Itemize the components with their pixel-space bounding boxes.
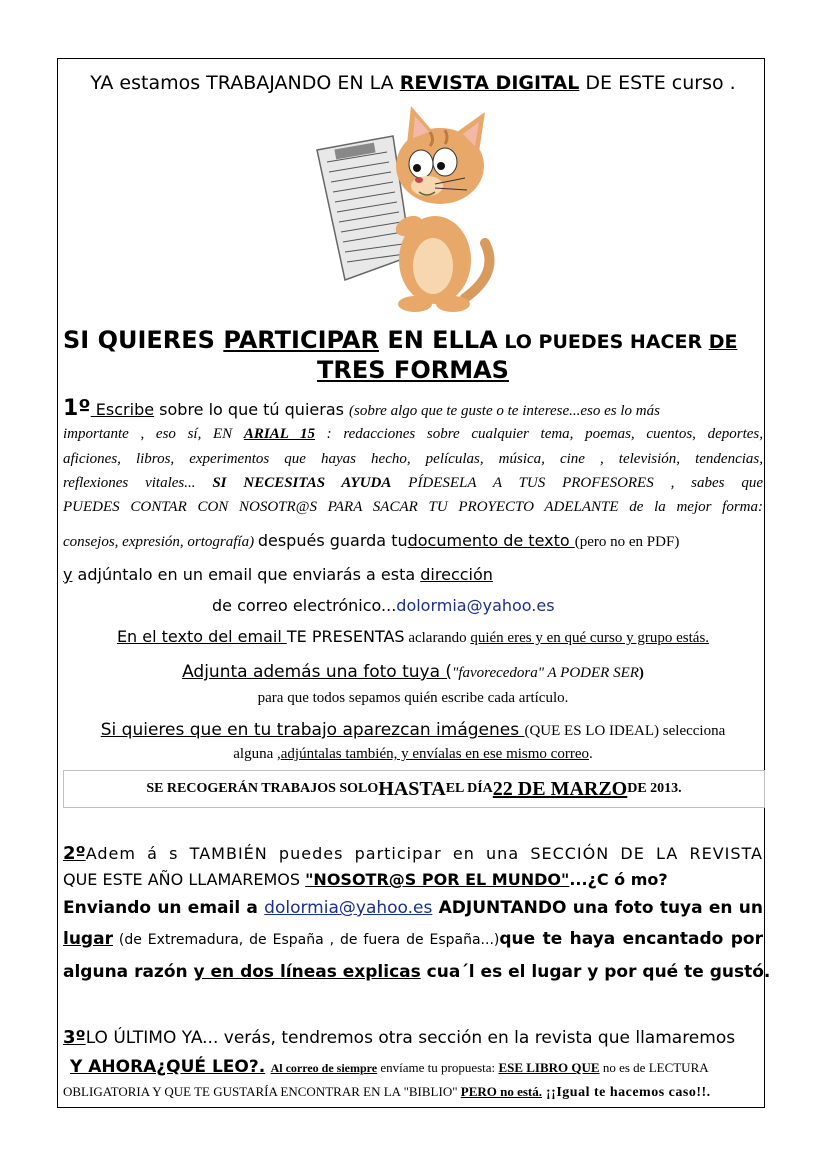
section1-text: aficiones, libros, experimentos que hayas hecho, películas, música, cine , televisión, tendencias, [63,451,763,467]
section2-line-4 [63,929,763,949]
section3-text: envíame tu propuesta: [377,1060,499,1075]
section1-line-9 [0,627,826,647]
section1-text: "favorecedora" A PODER SER [452,665,639,681]
section1-line-11 [0,690,826,707]
section3-text: no es de LECTURA [599,1060,709,1075]
section1-text: alguna , [233,746,281,762]
section1-text: consejos, expresión, ortografía) [63,534,258,550]
section2-number: 2º [63,843,86,864]
section2-lugar: lugar [63,929,113,949]
email-link-2[interactable]: dolormia@yahoo.es [264,898,433,918]
section1-line-12 [0,720,826,740]
header-text-end: DE ESTE curso . [579,72,736,94]
section2-text: alguna razón [63,962,194,982]
section1-text: sobre lo que tú quieras [154,400,350,419]
section2-line-5 [63,962,770,982]
section1-line-7 [63,565,493,584]
header-text: YA estamos TRABAJANDO EN LA [90,72,400,94]
section1-text: : redacciones sobre cualquier tema, poemas, cuentos, deportes, [315,426,764,442]
section1-text: PÍDESELA A TUS PROFESORES , sabes que [391,475,763,491]
section1-direccion: dirección [420,565,493,584]
section2-text: QUE ESTE AÑO LLAMAREMOS [63,870,306,889]
section1-text: (sobre algo que te guste o te interese...eso es lo más [349,403,660,419]
deadline-text: SE RECOGERÁN TRABAJOS SOLO [146,781,379,796]
section2-dos-lineas: y en dos líneas explicas [193,962,421,982]
section3-igual: ¡¡Igual te hacemos caso!!. [542,1085,711,1100]
section3-text: LO ÚLTIMO YA... verás, tendremos otra sección en la revista que llamaremos [85,1028,736,1048]
section3-line-3 [63,1084,711,1101]
deadline-date: 22 DE MARZO [492,777,628,800]
section1-text: (pero no en PDF) [574,534,680,550]
title-line-2 [0,356,826,384]
section3-line-2 [70,1057,709,1077]
section3-correo: Al correo de siempre [270,1061,378,1075]
section1-text: . [588,746,593,762]
title-participar: PARTICIPAR [223,326,379,354]
section1-line-8 [212,596,555,615]
title-en-ella: EN ELLA [378,326,498,354]
section1-number: 1º [63,396,91,421]
section3-y-ahora-que-leo: Y AHORA¿QUÉ LEO?. [70,1057,266,1077]
header-revista-digital: REVISTA DIGITAL [399,72,580,94]
section1-adjuntalas: adjúntalas también, y envíalas en ese mismo correo [280,746,589,762]
section1-te-presentas: TE PRESENTAS [286,627,405,646]
email-link[interactable]: dolormia@yahoo.es [396,596,555,615]
section2-text: (de Extremadura, de España , de fuera de España...) [112,932,500,948]
title-text: SI QUIERES [63,326,224,354]
section1-text: reflexiones vitales... [63,475,213,491]
section1-si-necesitas-ayuda: SI NECESITAS AYUDA [212,475,392,491]
deadline-text: DE 2013. [627,781,682,796]
title-de: DE [708,331,738,353]
section1-line-13 [0,746,826,763]
section1-text: de correo electrónico... [212,596,397,615]
section2-text: ADJUNTANDO una foto tuya en un [432,898,763,918]
title-line-1 [63,326,737,354]
section1-line-5 [63,499,763,516]
section1-quien-eres: quién eres y en qué curso y grupo estás. [470,630,710,646]
deadline-text: EL DÍA [445,781,493,796]
section3-ese-libro: ESE LIBRO QUE [498,1060,600,1075]
section1-y: y [63,565,73,584]
section1-arial15: ARIAL 15 [243,426,315,442]
deadline-box [63,770,765,808]
section1-text: después guarda tu [257,531,408,550]
section2-line-2 [63,870,668,889]
section1-escribe: Escribe [90,400,155,419]
header-line [0,72,826,94]
section1-documento-de-texto: documento de texto [407,531,575,550]
section1-text: para que todos sepamos quién escribe cada artículo. [257,690,569,706]
title-tres-formas: TRES FORMAS [317,356,509,384]
section1-line-2 [63,426,763,443]
section1-text: aclarando [404,630,471,646]
section1-text: ) [638,665,644,681]
section2-nosotros-por-el-mundo: "NOSOTR@S POR EL MUNDO" [305,870,570,889]
section1-text: adjúntalo en un email que enviarás a esta [72,565,421,584]
section1-line-1 [63,396,660,421]
section2-text: ...¿C ó mo? [569,870,668,889]
section3-pero-no-esta: PERO no está. [460,1084,543,1099]
section2-line-1 [63,843,763,864]
section2-text: que te haya encantado por [499,929,763,949]
section1-text: (QUE ES LO IDEAL) selecciona [524,723,726,739]
deadline-hasta: HASTA [378,777,446,800]
section2-text: Enviando un email a [63,898,265,918]
section2-text: Adem á s TAMBIÉN puedes participar en una SECCIÓN DE LA REVISTA [85,844,763,863]
section3-number: 3º [63,1027,86,1048]
section1-text: PUEDES CONTAR CON NOSOTR@S PARA SACAR TU PROYECTO ADELANTE de la mejor forma: [63,499,763,515]
cat-reading-newspaper-icon [315,98,505,318]
section1-line-10 [0,662,826,682]
section1-line-4 [63,475,763,492]
section1-si-quieres-imagenes: Si quieres que en tu trabajo aparezcan imágenes [100,720,525,740]
section1-text: importante , eso sí, EN [63,426,244,442]
section1-adjunta-foto: Adjunta además una foto tuya ( [182,662,453,682]
section1-en-el-texto: En el texto del email [116,627,287,646]
title-lo-puedes: LO PUEDES HACER [497,331,709,353]
section2-line-3 [63,898,763,918]
section1-line-3 [63,451,763,468]
section1-line-6 [63,531,679,551]
section2-text: cua´l es el lugar y por qué te gustó. [420,962,771,982]
section3-line-1 [63,1027,735,1048]
section3-text: OBLIGATORIA Y QUE TE GUSTARÍA ENCONTRAR EN LA "BIBLIO" [63,1084,461,1099]
